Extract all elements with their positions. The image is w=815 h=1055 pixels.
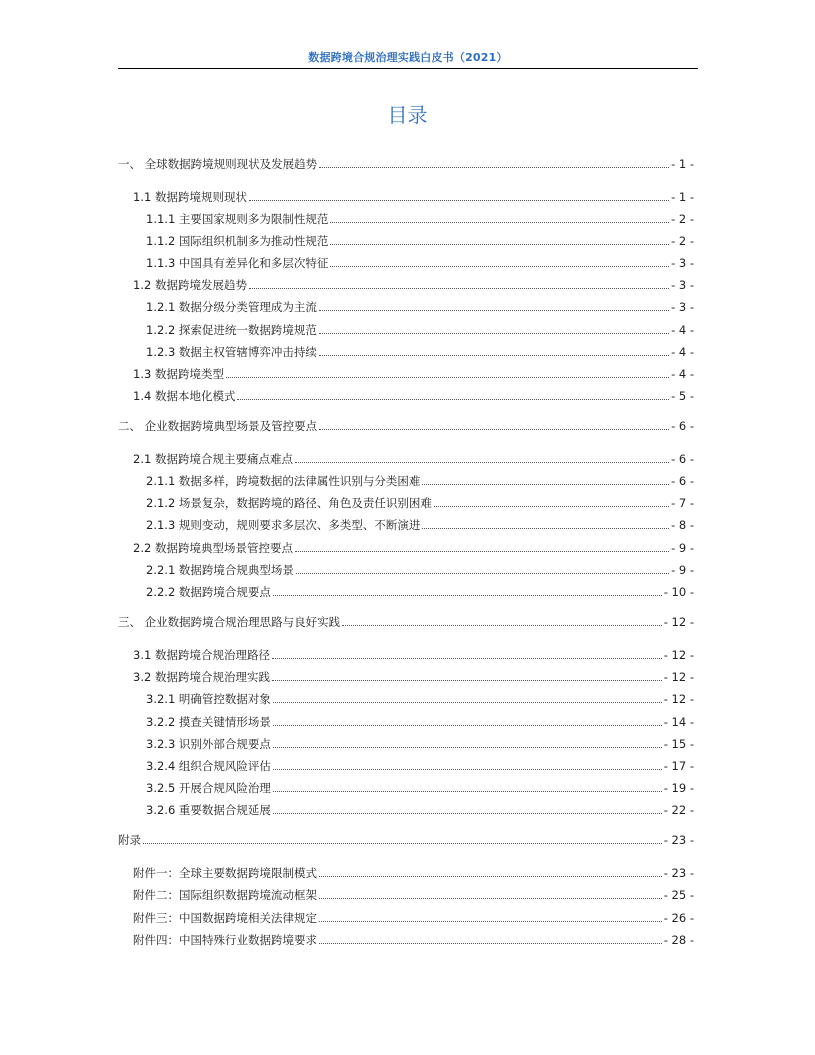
dot-leader	[319, 898, 662, 899]
dot-leader	[296, 573, 669, 574]
page-number: - 3 -	[671, 256, 694, 270]
dot-leader	[295, 462, 669, 463]
page-number: - 3 -	[671, 300, 694, 314]
dot-leader	[143, 843, 662, 844]
toc-section-3-2-5[interactable]: 3.2.5 开展合规风险治理 - 19 -	[146, 781, 694, 795]
page-number: - 28 -	[663, 933, 694, 947]
dot-leader	[273, 702, 662, 703]
toc-annex-3[interactable]: 附件三：中国数据跨境相关法律规定 - 26 -	[133, 911, 694, 925]
page-number: - 4 -	[671, 367, 694, 381]
page-number: - 2 -	[671, 234, 694, 248]
dot-leader	[273, 791, 662, 792]
dot-leader	[237, 399, 669, 400]
toc-chapter-1[interactable]: 一、 全球数据跨境规则现状及发展趋势 - 1 -	[118, 157, 694, 171]
toc-chapter-3[interactable]: 三、 企业数据跨境合规治理思路与良好实践 - 12 -	[118, 615, 694, 629]
page-number: - 10 -	[663, 585, 694, 599]
page-number: - 8 -	[671, 518, 694, 532]
toc-section-1-1-1[interactable]: 1.1.1 主要国家规则多为限制性规范 - 2 -	[146, 212, 694, 226]
toc-section-3-2-3[interactable]: 3.2.3 识别外部合规要点 - 15 -	[146, 737, 694, 751]
header-divider	[118, 68, 698, 69]
page-number: - 6 -	[671, 474, 694, 488]
dot-leader	[422, 484, 669, 485]
toc-section-2-1-1[interactable]: 2.1.1 数据多样，跨境数据的法律属性识别与分类困难 - 6 -	[146, 474, 694, 488]
dot-leader	[249, 288, 669, 289]
dot-leader	[342, 625, 662, 626]
running-header: 数据跨境合规治理实践白皮书（2021）	[308, 51, 508, 64]
dot-leader	[272, 658, 662, 659]
toc-chapter-2[interactable]: 二、 企业数据跨境典型场景及管控要点 - 6 -	[118, 419, 694, 433]
page-number: - 15 -	[663, 737, 694, 751]
dot-leader	[330, 244, 669, 245]
page-number: - 6 -	[671, 419, 694, 433]
toc-section-3-2-2[interactable]: 3.2.2 摸查关键情形场景 - 14 -	[146, 715, 694, 729]
dot-leader	[330, 266, 669, 267]
page-number: - 12 -	[663, 615, 694, 629]
page-number: - 23 -	[663, 866, 694, 880]
dot-leader	[319, 310, 669, 311]
toc-section-2-2[interactable]: 2.2 数据跨境典型场景管控要点 - 9 -	[133, 541, 694, 555]
toc-appendix[interactable]: 附录 - 23 -	[118, 833, 694, 847]
dot-leader	[295, 551, 669, 552]
toc-section-2-1-2[interactable]: 2.1.2 场景复杂，数据跨境的路径、角色及责任识别困难 - 7 -	[146, 496, 694, 510]
toc-annex-4[interactable]: 附件四：中国特殊行业数据跨境要求 - 28 -	[133, 933, 694, 947]
page-number: - 19 -	[663, 781, 694, 795]
page-number: - 7 -	[671, 496, 694, 510]
page-number: - 22 -	[663, 803, 694, 817]
toc-section-2-1[interactable]: 2.1 数据跨境合规主要痛点难点 - 6 -	[133, 452, 694, 466]
toc-section-2-2-1[interactable]: 2.2.1 数据跨境合规典型场景 - 9 -	[146, 563, 694, 577]
page-number: - 4 -	[671, 323, 694, 337]
page-number: - 9 -	[671, 541, 694, 555]
dot-leader	[272, 680, 662, 681]
toc-section-1-1-3[interactable]: 1.1.3 中国具有差异化和多层次特征 - 3 -	[146, 256, 694, 270]
page-number: - 4 -	[671, 345, 694, 359]
toc-annex-2[interactable]: 附件二：国际组织数据跨境流动框架 - 25 -	[133, 888, 694, 902]
dot-leader	[319, 355, 669, 356]
page-number: - 14 -	[663, 715, 694, 729]
toc-section-1-2[interactable]: 1.2 数据跨境发展趋势 - 3 -	[133, 278, 694, 292]
dot-leader	[319, 167, 669, 168]
toc-section-1-1[interactable]: 1.1 数据跨境规则现状 - 1 -	[133, 190, 694, 204]
dot-leader	[319, 333, 669, 334]
page-number: - 17 -	[663, 759, 694, 773]
dot-leader	[319, 943, 662, 944]
page-number: - 5 -	[671, 389, 694, 403]
toc-section-1-4[interactable]: 1.4 数据本地化模式 - 5 -	[133, 389, 694, 403]
dot-leader	[273, 595, 662, 596]
dot-leader	[319, 876, 662, 877]
toc-section-3-1[interactable]: 3.1 数据跨境合规治理路径 - 12 -	[133, 648, 694, 662]
page-number: - 12 -	[663, 692, 694, 706]
toc-section-1-2-3[interactable]: 1.2.3 数据主权管辖博弈冲击持续 - 4 -	[146, 345, 694, 359]
page-number: - 9 -	[671, 563, 694, 577]
page-number: - 12 -	[663, 670, 694, 684]
toc-section-3-2-6[interactable]: 3.2.6 重要数据合规延展 - 22 -	[146, 803, 694, 817]
dot-leader	[273, 747, 662, 748]
toc-section-1-2-1[interactable]: 1.2.1 数据分级分类管理成为主流 - 3 -	[146, 300, 694, 314]
page-number: - 2 -	[671, 212, 694, 226]
dot-leader	[319, 921, 662, 922]
toc-title: 目录	[387, 103, 428, 127]
dot-leader	[319, 429, 669, 430]
page-number: - 1 -	[671, 190, 694, 204]
toc-section-2-2-2[interactable]: 2.2.2 数据跨境合规要点 - 10 -	[146, 585, 694, 599]
dot-leader	[273, 813, 662, 814]
page-number: - 12 -	[663, 648, 694, 662]
toc-section-3-2-4[interactable]: 3.2.4 组织合规风险评估 - 17 -	[146, 759, 694, 773]
toc-section-1-2-2[interactable]: 1.2.2 探索促进统一数据跨境规范 - 4 -	[146, 323, 694, 337]
toc-annex-1[interactable]: 附件一：全球主要数据跨境限制模式 - 23 -	[133, 866, 694, 880]
page-number: - 23 -	[663, 833, 694, 847]
dot-leader	[226, 377, 669, 378]
dot-leader	[273, 725, 662, 726]
dot-leader	[422, 528, 669, 529]
dot-leader	[330, 222, 669, 223]
toc-section-2-1-3[interactable]: 2.1.3 规则变动，规则要求多层次、多类型、不断演进 - 8 -	[146, 518, 694, 532]
dot-leader	[273, 769, 662, 770]
toc-section-1-1-2[interactable]: 1.1.2 国际组织机制多为推动性规范 - 2 -	[146, 234, 694, 248]
page-number: - 6 -	[671, 452, 694, 466]
page-number: - 3 -	[671, 278, 694, 292]
page-number: - 26 -	[663, 911, 694, 925]
dot-leader	[434, 506, 669, 507]
toc-section-3-2-1[interactable]: 3.2.1 明确管控数据对象 - 12 -	[146, 692, 694, 706]
toc-section-3-2[interactable]: 3.2 数据跨境合规治理实践 - 12 -	[133, 670, 694, 684]
page-number: - 1 -	[671, 157, 694, 171]
dot-leader	[249, 200, 669, 201]
toc-section-1-3[interactable]: 1.3 数据跨境类型 - 4 -	[133, 367, 694, 381]
page-number: - 25 -	[663, 888, 694, 902]
